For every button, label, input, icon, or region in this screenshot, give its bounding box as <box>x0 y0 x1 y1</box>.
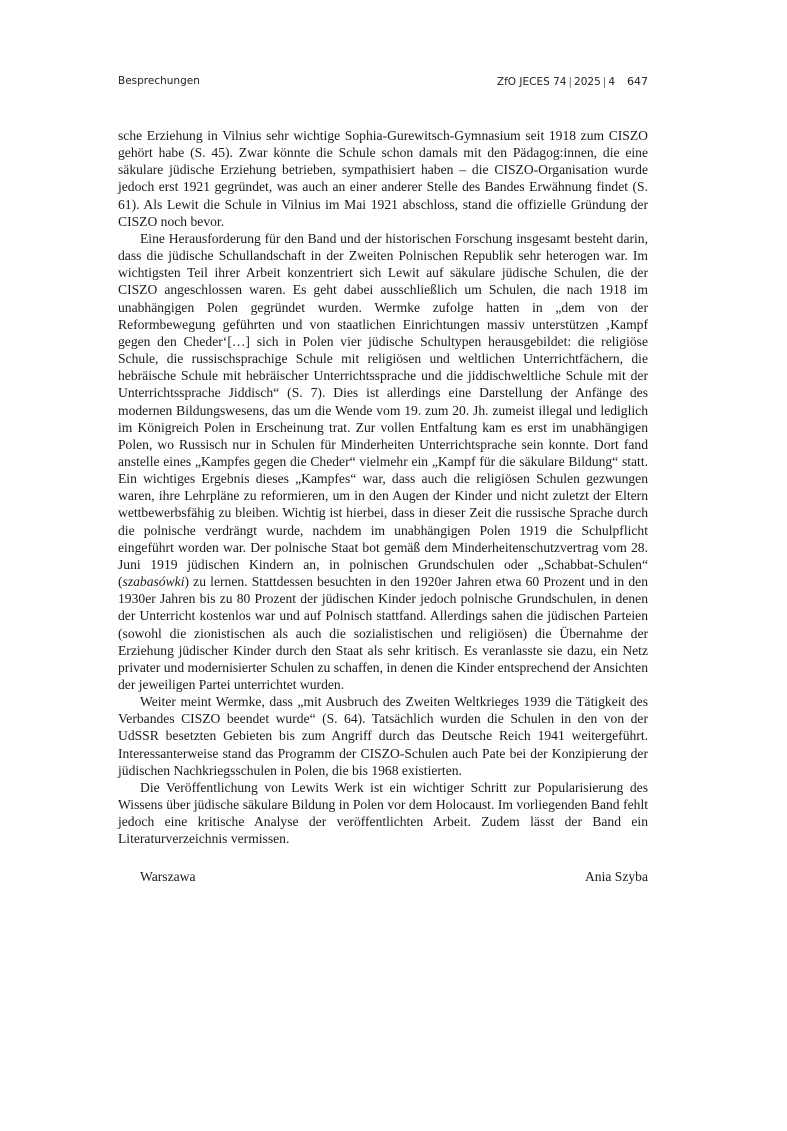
signature <box>140 869 648 887</box>
journal-info <box>497 75 648 88</box>
paragraph: Weiter meint Wermke, dass „mit Ausbruch des Zweiten Weltkrieges 1939 die Tätigkeit des Verbandes CISZO beendet wurde“ (S. 64). Tatsächlich wurden die Schulen in den von der UdSSR besetzten Gebieten bis zum Angriff durch das Deutsche Reich 1941 weitergeführt. Interessanterweise stand das Programm der CISZO-Schulen auch Pate bei der Konzipierung der jüdischen Nachkriegsschulen in Polen, die bis 1968 existierten. <box>118 694 648 778</box>
signature-author: Ania Szyba <box>584 869 648 884</box>
journal-year: 2025 <box>574 76 601 88</box>
page-number: 647 <box>627 75 648 88</box>
paragraph: Die Veröffentlichung von Lewits Werk ist ein wichtiger Schritt zur Popularisierung des Wissens über jüdische säkulare Bildung in Polen vor dem Holocaust. Im vorliegenden Band fehlt jedoch eine kritische Analyse der veröffentlichten Arbeit. Zudem lässt der Band ein Literaturverzeichnis vermissen. <box>118 779 648 847</box>
paragraph <box>118 230 648 693</box>
body-text <box>118 127 648 848</box>
section-title: Besprechungen <box>118 75 200 87</box>
journal-issue: 4 <box>608 76 615 88</box>
italic-term: szabasówki <box>122 574 185 590</box>
paragraph: sche Erziehung in Vilnius sehr wichtige Sophia-Gurewitsch-Gymnasium seit 1918 zum CISZO gehört habe (S. 45). Zwar könnte die Schule schon damals mit den Pädagog:innen, die eine säkulare jüdische Erziehung betrieben, sympathisiert haben – die CISZO-Organisation wurde jedoch erst 1921 gegründet, was auch an einer anderer Stelle des Bandes Erwähnung findet (S. 61). Als Lewit die Schule in Vilnius im Mai 1921 abschloss, stand die offizielle Gründung der CISZO noch bevor. <box>118 128 648 229</box>
separator: | <box>568 76 573 88</box>
paragraph-text: ) zu lernen. Stattdessen besuchten in den 1920er Jahren etwa 60 Prozent und in den 1930er Jahren bis zu 80 Prozent der jüdischen Kinder jedoch polnische Grundschulen, in denen der Unterricht kostenlos war und auf Polnisch stattfand. Allerdings sahen die jüdischen Parteien (sowohl die zionistischen als auch die sozialistischen und religiösen) die Übernahme der Erziehung jüdischer Kinder durch den Staat als sehr kritisch. Es veranlasste sie dazu, ein Netz privater und modernisierter Schulen zu schaffen, in denen die Kinder entsprechend der Ansichten der jeweiligen Partei unterrichtet wurden. <box>118 574 648 692</box>
running-head <box>118 75 647 91</box>
signature-place: Warszawa <box>140 869 196 884</box>
journal-name: ZfO JECES 74 <box>496 76 567 88</box>
paragraph-text: Eine Herausforderung für den Band und der historischen Forschung insgesamt besteht darin, dass die jüdische Schullandschaft in der Zweiten Polnischen Republik sehr heterogen war. Im wichtigsten Teil ihrer Arbeit konzentriert sich Lewit auf säkulare jüdische Schulen, die der CISZO angeschlossen waren. Es geht dabei ausschließlich um Schulen, die nach 1918 im unabhängigen Polen gegründet wurden. Wermke zufolge hatten in „dem von der Reformbewegung geführten und von staatlichen Einrichtungen massiv unterstützen ‚Kampf gegen den Cheder‘[…] sich in Polen vier jüdische Schultypen herausgebildet: die religiöse Schule, die russischsprachige Schule mit religiösen und weltlichen Unterrichtfächern, die hebräische Schule mit hebräischer Unterrichtssprache und die jiddischweltliche Schule mit der Unterrichtssprache Jiddisch“ (S. 7). Dies ist allerdings eine Darstellung der Anfänge des modernen Bildungswesens, das um die Wende vom 19. zum 20. Jh. zumeist illegal und lediglich im Königreich Polen in Erscheinung trat. Zur vollen Entfaltung kam es erst im unabhängigen Polen, wo Russisch nur in Schulen für Minderheiten Unterrichtsprache sein konnte. Dort fand anstelle eines „Kampfes gegen die Cheder“ vielmehr ein „Kampf für die säkulare Bildung“ statt. Ein wichtiges Ergebnis dieses „Kampfes“ war, dass auch die religiösen Schulen gezwungen waren, ihre Lehrpläne zu reformieren, um in den Augen der Kinder und nicht zuletzt der Eltern wettbewerbsfähig zu bleiben. Wichtig ist hierbei, dass in dieser Zeit die russische Sprache durch die polnische verdrängt wurde, nachdem im unabhängigen Polen 1919 die Schulpflicht eingeführt worden war. Der polnische Staat bot gemäß dem Minderheitenschutzvertrag vom 28. Juni 1919 jüdischen Kindern an, in polnischen Grundschulen oder „Schabbat-Schulen“ ( <box>118 230 648 590</box>
separator: | <box>602 76 607 88</box>
